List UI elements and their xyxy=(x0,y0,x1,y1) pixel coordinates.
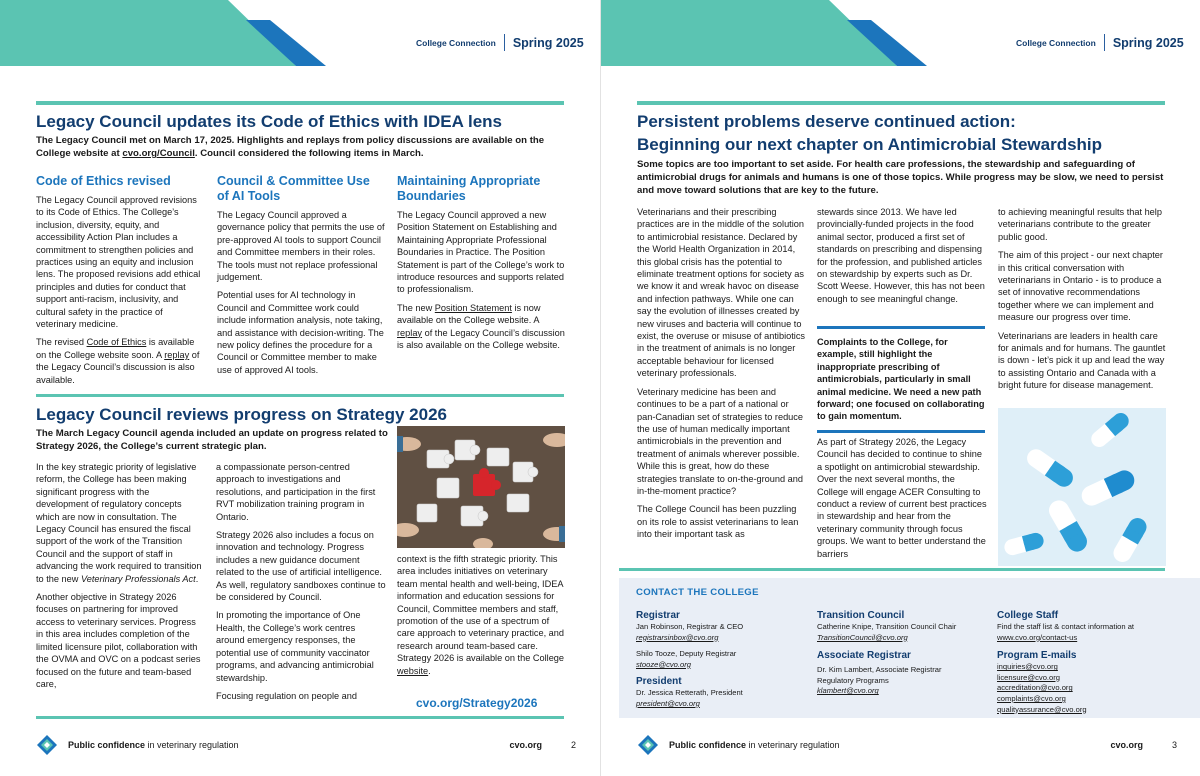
page-number: 3 xyxy=(1171,740,1177,750)
page-3 xyxy=(600,0,1200,776)
ai-tools-column: Council & Committee Use of AI Tools The Legacy Council approved a governance policy that permits the use of pre-approved AI tools to support Council and Committee members in their roles. The tools must not replace professional judgement. Potential uses for AI technology in Council and Committee work could include information analysis, note taking, and assistance with decision-writing. The new policy defines the procedure for a Council or Committee member to make use of approved AI tools. xyxy=(217,174,385,375)
council-link[interactable]: cvo.org/Council xyxy=(122,148,195,159)
boundaries-column: Maintaining Appropriate Boundaries The Legacy Council approved a new Position Statement on Establishing and Maintaining Appropriate Professional Boundaries in Practice. The Position Statement is part of the College’s work to introduce resources and supports related to professionalism. The new Position Statement is now available on the College website. A replay of the Legacy Council’s discussion is also available on the College website. xyxy=(397,174,565,351)
column-heading: Council & Committee Use of AI Tools xyxy=(217,174,370,203)
capsules-photo xyxy=(998,408,1166,566)
header-separator xyxy=(1104,34,1105,51)
footer-url[interactable]: cvo.org xyxy=(509,740,542,750)
contact-column-1: Registrar Jan Robinson, Registrar & CEO registrarsinbox@cvo.org Shilo Tooze, Deputy Registrar stooze@cvo.org President Dr. Jessica Retterath, President president@cvo.org xyxy=(636,609,806,710)
replay-link[interactable]: replay xyxy=(397,327,423,338)
page-footer xyxy=(36,735,576,755)
puzzle-photo xyxy=(397,426,565,548)
article-lead: Some topics are too important to set aside. For health care professions, the stewardship and safeguarding of antimicrobial drugs for animals and humans is one of those topics. While progress may be slow, we need to persist and move toward solutions that are key to the future. xyxy=(637,159,1164,196)
strategy-column-2: a compassionate person-centred approach to investigations and resolutions, and participation in the first RVT mobilization training program in Ontario. Strategy 2026 also includes a focus on innovation and technology. Progress includes a new guidance document related to the use of artificial intelligence. As well, regulatory sandboxes continue to be considered by Council. In promoting the importance of One Health, the College’s work centres around emergency responses, the potential use of community vaccinator programs, and advancing antimicrobial stewardship. Focusing regulation on people and xyxy=(216,462,386,701)
publication-name: College Connection xyxy=(416,37,496,48)
inquiries-email-link[interactable]: inquiries@cvo.org xyxy=(997,662,1058,672)
article-title: Legacy Council reviews progress on Strategy 2026 xyxy=(36,405,447,424)
contact-title: CONTACT THE COLLEGE xyxy=(636,587,759,598)
article-subtitle: Beginning our next chapter on Antimicrobial Stewardship xyxy=(637,135,1103,154)
header-separator xyxy=(504,34,505,51)
article-lead: The March Legacy Council agenda included an update on progress related to Strategy 2026, the College’s current strategic plan. xyxy=(36,428,388,452)
president-email-link[interactable]: president@cvo.org xyxy=(636,698,700,708)
column-heading: Maintaining Appropriate Boundaries xyxy=(397,174,541,203)
contact-column-3: College Staff Find the staff list & contact information at www.cvo.org/contact-us Program E-mails inquiries@cvo.org licensure@cvo.org accreditation@cvo.org complaints@cvo.org qualityassurance@cvo.org xyxy=(997,609,1157,715)
position-statement-link[interactable]: Position Statement xyxy=(434,302,512,313)
strategy-column-1: In the key strategic priority of legislative reform, the College has been making significant progress with the development of regulatory concepts which are now in consultation. The Legacy Council has ensured the fiscal support of the work of the Transition Council and the support of staff in advancing the work required to transition to the new Veterinary Professionals Act. Another objective in Strategy 2026 focuses on partnering for improved access to veterinary services. Progress in this area includes completion of the limited licensure pilot, collaboration with the OVMA and OVC on a podcast series focused on the future and team-based care, xyxy=(36,462,202,689)
article-title: Persistent problems deserve continued action: xyxy=(637,112,1016,131)
strategy-link[interactable]: cvo.org/Strategy2026 xyxy=(416,696,538,710)
issue-label: Spring 2025 xyxy=(1112,35,1184,50)
code-of-ethics-link[interactable]: Code of Ethics xyxy=(86,337,147,348)
ams-column-1: Veterinarians and their prescribing practices are in the middle of the solution to antimicrobial resistance. Declared by the World Health Organization in 2014, this global crisis has the potential to eliminate treatment options for society as we know it and wreak havoc on disease and infection pathways. While one can say the evolution of illnesses created by new viruses and bacteria will continue to exist, the overuse or misuse of antibiotics in the treatment of animals is no longer acceptable behaviour for licensed veterinary professionals. Veterinary medicine has been and continues to be a part of a national or pan-Canadian set of strategies to reduce the use of human medically important antimicrobials in the prevention and treatment of animals wherever possible. While this is great, how do these strategies translate to on-the-ground and in-the-moment practice? The College Council has been puzzling on its role to assist veterinarians to lean into their important task as xyxy=(637,207,806,540)
ams-column-2: stewards since 2013. We have led provincially-funded projects in the food animal sector, produced a first set of standards on prescribing and dispensing for the profession, and published articles on stewardship by experts such as Dr. Scott Weese. However, this has not been enough to see meaningful change. xyxy=(817,207,985,304)
staff-list-link[interactable]: www.cvo.org/contact-us xyxy=(997,632,1078,642)
footer-url[interactable]: cvo.org xyxy=(1110,740,1143,750)
page-header xyxy=(1016,34,1184,51)
section-rule xyxy=(619,568,1165,571)
licensure-email-link[interactable]: licensure@cvo.org xyxy=(997,672,1061,682)
associate-email-link[interactable]: klambert@cvo.org xyxy=(817,686,879,696)
ams-column-2b: As part of Strategy 2026, the Legacy Council has decided to continue to shine a spotlight on antimicrobial stewardship. Over the next several months, the College will engage ACER Consulting to conduct a review of current best practices in stewardship and hear from the veterinary community through focus groups. We want to better understand the barriers xyxy=(817,437,987,559)
accreditation-email-link[interactable]: accreditation@cvo.org xyxy=(997,683,1073,693)
registrar-email-link[interactable]: registrarsinbox@cvo.org xyxy=(636,632,719,642)
page-number: 2 xyxy=(570,740,576,750)
publication-name: College Connection xyxy=(1016,37,1096,48)
cvo-logo-icon xyxy=(637,734,659,756)
section-rule xyxy=(36,101,564,105)
page-header xyxy=(416,34,584,51)
contact-column-2: Transition Council Catherine Knipe, Transition Council Chair TransitionCouncil@cvo.org Associate Registrar Dr. Kim Lambert, Associate Registrar Regulatory Programs klambert@cvo.org xyxy=(817,609,989,697)
deputy-email-link[interactable]: stooze@cvo.org xyxy=(636,659,691,669)
column-heading: Code of Ethics revised xyxy=(36,174,171,188)
section-rule xyxy=(36,394,564,397)
ams-column-3: to achieving meaningful results that help veterinarians contribute to the greater public good. The aim of this project - our next chapter in this critical conversation with veterinarians in Ontario - is to produce a set of innovative recommendations together where we can implement and measure our progress over time. Veterinarians are leaders in health care for animals and for humans. The gauntlet is down - let’s pick it up and lead the way to assisting Ontario and Canada with a bright future for disease management. xyxy=(998,207,1166,391)
section-rule xyxy=(637,101,1165,105)
transition-email-link[interactable]: TransitionCouncil@cvo.org xyxy=(817,632,908,642)
article-title: Legacy Council updates its Code of Ethics with IDEA lens xyxy=(36,112,502,131)
article-lead: The Legacy Council met on March 17, 2025. Highlights and replays from policy discussions are available on the College website at cvo.org/Council. Council considered the following items in March. xyxy=(36,135,545,159)
section-rule xyxy=(36,716,564,719)
website-link[interactable]: website xyxy=(397,665,429,676)
page-footer xyxy=(637,735,1177,755)
pull-quote-rule xyxy=(817,430,985,433)
issue-label: Spring 2025 xyxy=(512,35,584,50)
code-of-ethics-column: Code of Ethics revised The Legacy Council approved revisions to its Code of Ethics. The College’s inclusion, diversity, equity, and accessibility Action Plan includes a commitment to strengthen policies and practices using an equity and inclusion lens. The proposed revisions add ethical principles and duties for conduct that support anti-racism, inclusivity, and cultural safety in the practice of veterinary medicine. The revised Code of Ethics is available on the College website soon. A replay of the Legacy Council’s discussion is also available. xyxy=(36,174,204,392)
complaints-email-link[interactable]: complaints@cvo.org xyxy=(997,693,1066,703)
cvo-logo-icon xyxy=(36,734,58,756)
qa-email-link[interactable]: qualityassurance@cvo.org xyxy=(997,704,1087,714)
footer-tagline: Public confidence in veterinary regulation xyxy=(68,740,239,750)
replay-link[interactable]: replay xyxy=(164,349,190,360)
strategy-column-3: context is the fifth strategic priority. This area includes initiatives on veterinary team mental health and well-being, IDEA information and education sessions for Council, Committee members and staff, promotion of the use of a spectrum of care approach to veterinary practice, and research around team-based care. Strategy 2026 is available on the College website. xyxy=(397,554,565,676)
footer-tagline: Public confidence in veterinary regulation xyxy=(669,740,840,750)
contact-panel xyxy=(619,578,1200,718)
pull-quote: Complaints to the College, for example, still highlight the inappropriate prescribing of antimicrobials, particularly in small animal medicine. We need a new path forward; one focused on collaborating to gain momentum. xyxy=(817,326,985,433)
